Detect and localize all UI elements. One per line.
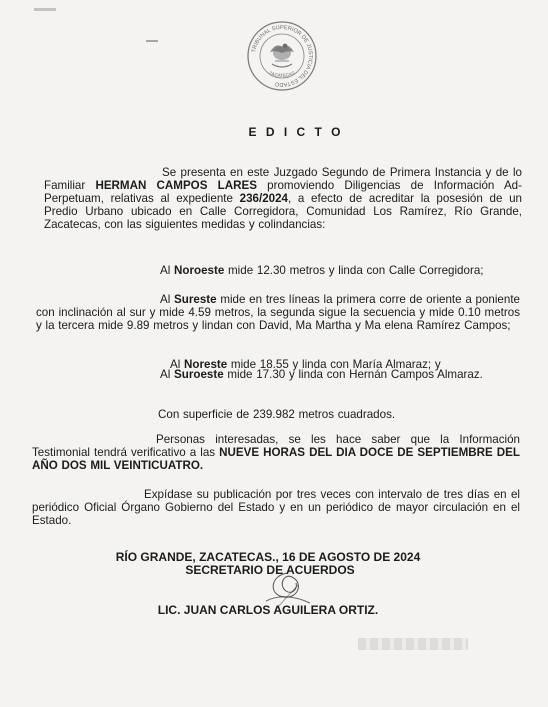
boundary-prefix: Al bbox=[160, 264, 175, 277]
scan-dash-mark bbox=[146, 40, 158, 42]
hearing-notice bbox=[32, 433, 520, 472]
intro-text-1: Se presenta en este Juzgado Segundo de Primera Instancia y de lo Familiar bbox=[44, 166, 522, 192]
boundary-sureste bbox=[36, 293, 520, 332]
hearing-date: NUEVE HORAS DEL DIA DOCE DE SEPTIEMBRE DEL AÑO DOS MIL VEINTICUATRO. bbox=[32, 446, 520, 472]
direction-noreste: Noreste bbox=[184, 358, 228, 371]
seal-bottom-text: ZACATECAS bbox=[268, 70, 296, 79]
place-and-date: RÍO GRANDE, ZACATECAS., 16 DE AGOSTO DE 2024 bbox=[115, 550, 421, 564]
hearing-notice-text: Personas interesadas, se les hace saber que la Información Testimonial tendrá verificativo a las bbox=[32, 433, 520, 459]
publication-notice-text: Expídase su publicación por tres veces con intervalo de tres días en el periódico Oficial Órgano Gobierno del Estado y en un periódico de mayor circulación en el Estado. bbox=[32, 488, 520, 527]
seal-ring-text: TRIBUNAL SUPERIOR DE JUSTICIA DEL ESTADO bbox=[251, 24, 314, 88]
boundary-noroeste bbox=[36, 264, 520, 277]
intro-text-2: promoviendo Diligencias de Información Ad-Perpetuam, relativas al expediente bbox=[44, 179, 522, 205]
direction-noroeste: Noroeste bbox=[174, 264, 225, 277]
signer-name: LIC. JUAN CARLOS AGUILERA ORTIZ. bbox=[157, 603, 379, 617]
signer-position: SECRETARIO DE ACUERDOS bbox=[185, 563, 355, 577]
faded-stamp bbox=[358, 638, 468, 650]
boundary-prefix: Al bbox=[160, 293, 175, 306]
direction-suroeste: Suroeste bbox=[174, 368, 224, 381]
surface-area: Con superficie de 239.982 metros cuadrados. bbox=[158, 408, 396, 421]
direction-sureste: Sureste bbox=[174, 293, 217, 306]
case-number: 236/2024 bbox=[239, 192, 288, 205]
boundary-noreste-text: mide 18.55 y linda con María Almaraz; y bbox=[227, 358, 441, 371]
scan-mark bbox=[34, 8, 56, 11]
boundary-noroeste-text: mide 12.30 metros y linda con Calle Corregidora; bbox=[224, 264, 484, 277]
boundary-suroeste-text: mide 17.30 y linda con Hernán Campos Almaraz. bbox=[223, 368, 483, 381]
svg-text:ZACATECAS bbox=[268, 70, 295, 78]
boundary-sureste-text: mide en tres líneas la primera corre de oriente a poniente con inclinación al sur y mide 4.59 metros, la segunda sigue la secuencia y mide 0.10 metros y la tercera mide 9.89 metros y lindan con David, Ma Martha y Ma elena Ramírez Campos; bbox=[36, 293, 520, 332]
boundary-prefix: Al bbox=[170, 358, 185, 371]
applicant-name: HERMAN CAMPOS LARES bbox=[95, 179, 257, 192]
publication-notice bbox=[32, 488, 520, 527]
boundary-prefix: Al bbox=[160, 368, 175, 381]
boundary-suroeste bbox=[36, 368, 520, 381]
intro-text-3: , a efecto de acreditar la posesión de un Predio Urbano ubicado en Calle Corregidora, Comunidad Los Ramírez, Río Grande, Zacatecas, con las siguientes medidas y colindancias: bbox=[44, 192, 522, 231]
mexican-coat-of-arms-seal-icon bbox=[246, 20, 318, 92]
document-title: E D I C T O bbox=[248, 125, 344, 139]
intro-paragraph bbox=[44, 166, 522, 231]
